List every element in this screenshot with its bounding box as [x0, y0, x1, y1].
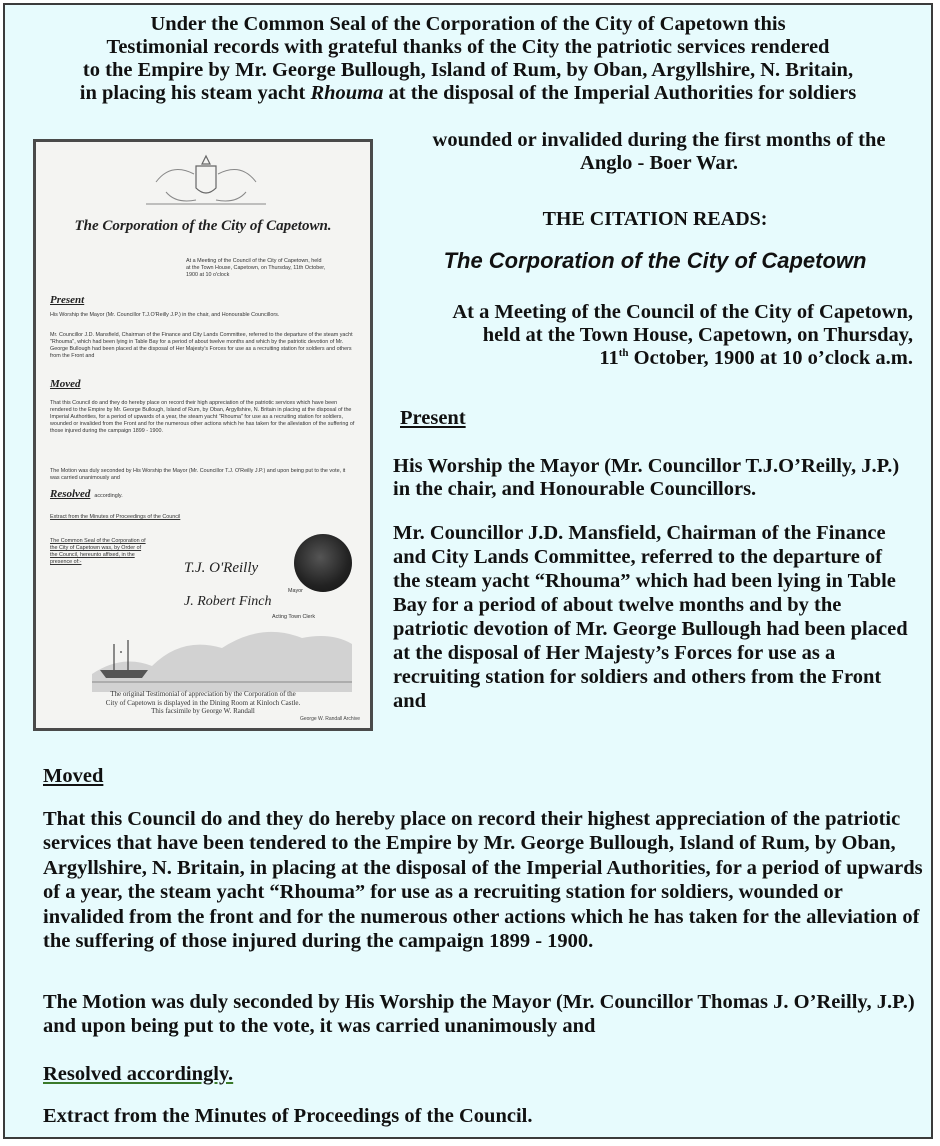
- meeting-date-rest: October, 1900 at 10 o’clock a.m.: [628, 347, 913, 369]
- facsimile-caption-line-3: This facsimile by George W. Randall: [151, 707, 255, 715]
- seconded-paragraph: The Motion was duly seconded by His Worship the Mayor (Mr. Councillor Thomas J. O’Reilly, J.P.) and upon being put to the vote, it was carried unanimously and: [43, 991, 915, 1038]
- facsimile-resolved-text: accordingly.: [94, 493, 123, 499]
- intro-line-4a: in placing his steam yacht: [79, 82, 311, 104]
- extract-line: Extract from the Minutes of Proceedings of the Council.: [43, 1105, 533, 1127]
- meeting-paragraph: [373, 301, 913, 370]
- intro-line-2: Testimonial records with grateful thanks of the City the patriotic services rendered: [106, 36, 830, 58]
- intro-continued: [385, 129, 933, 175]
- steam-yacht-illustration-icon: [92, 612, 352, 692]
- facsimile-present: Present: [50, 294, 85, 306]
- meeting-line-2: held at the Town House, Capetown, on Thursday,: [482, 324, 913, 346]
- yacht-name-italic: Rhouma: [310, 82, 384, 104]
- intro-line-4b: at the disposal of the Imperial Authorities for soldiers: [383, 82, 857, 104]
- facsimile-caption-line-1: The original Testimonial of appreciation by the Corporation of the: [110, 690, 296, 698]
- intro-line-3: to the Empire by Mr. George Bullough, Island of Rum, by Oban, Argyllshire, N. Britain,: [82, 59, 854, 81]
- facsimile-caption-line-2: City of Capetown is displayed in the Dining Room at Kinloch Castle.: [105, 698, 301, 707]
- facsimile-signature-mayor: T.J. O'Reilly: [184, 560, 259, 576]
- meeting-day-suffix: th: [618, 347, 629, 360]
- facsimile-present-text: His Worship the Mayor (Mr. Councillor T.J.O'Reilly J.P.) in the chair, and Honourable Councillors.: [50, 312, 280, 318]
- corporation-title: The Corporation of the City of Capetown: [443, 248, 867, 273]
- mansfield-paragraph: Mr. Councillor J.D. Mansfield, Chairman of the Finance and City Lands Committee, referred to the departure of the steam yacht “Rhouma” which had been lying in Table Bay for a period of about twelve months and by the patriotic devotion of Mr. George Bullough had been placed at the disposal of Her Majesty’s Forces for use as a recruiting station for soldiers and others from the Front and: [393, 522, 908, 712]
- wax-seal-icon: [294, 534, 352, 592]
- facsimile-extract: Extract from the Minutes of Proceedings of the Council: [50, 514, 181, 520]
- moved-heading: Moved: [43, 765, 104, 787]
- facsimile-signature-clerk-role: Acting Town Clerk: [272, 614, 316, 620]
- facsimile-signature-clerk: J. Robert Finch: [184, 594, 272, 609]
- facsimile-moved: Moved: [50, 378, 81, 390]
- facsimile-caption: [36, 690, 370, 716]
- resolved-line: Resolved accordingly.: [43, 1063, 234, 1085]
- facsimile-meeting: At a Meeting of the Council of the City of Capetown, held at the Town House, Capetown, on Thursday, 11th October, 1900 at 10 o'clock: [186, 258, 326, 278]
- meeting-line-1: At a Meeting of the Council of the City of Capetown,: [452, 301, 913, 323]
- meeting-line-3: [373, 347, 913, 370]
- intro-line-5: wounded or invalided during the first months of the: [432, 129, 886, 151]
- intro-paragraph: [5, 13, 931, 105]
- facsimile-seconded-text: The Motion was duly seconded by His Worship the Mayor (Mr. Councillor T.J. O'Reilly J.P.) and upon being put to the vote, it was carried unanimously and: [50, 468, 346, 481]
- mayor-paragraph: His Worship the Mayor (Mr. Councillor T.J.O’Reilly, J.P.) in the chair, and Honourable Councillors.: [393, 455, 900, 500]
- certificate-facsimile: [33, 139, 373, 731]
- coat-of-arms-icon: [116, 152, 296, 212]
- facsimile-moved-text: That this Council do and they do hereby place on record their high appreciation of the patriotic services which have been rendered to the Empire by Mr. George Bullough, Island of Rum, by Oban, Argyllshire, N. Britain in placing at the disposal of the Imperial Authorities, for a period of upwards of a year, the steam yacht "Rhouma" for use as a recruiting station for soldiers, wounded or invalided from the Front and for the numerous other actions which he has taken for the alleviation of the suffering of those injured during the campaign 1899 - 1900.: [50, 400, 355, 434]
- facsimile-mansfield-text: Mr. Councillor J.D. Mansfield, Chairman of the Finance and City Lands Committee, referred to the departure of the steam yacht "Rhouma", which had been lying in Table Bay for a period of about twelve months and which by the patriotic devotion of Mr. George Bullough had been placed at the disposal of Her Majesty's Forces for use as a recruiting station for soldiers and others from the Front and: [50, 332, 353, 359]
- intro-line-6: Anglo - Boer War.: [580, 152, 738, 174]
- facsimile-title: The Corporation of the City of Capetown.: [74, 218, 332, 234]
- facsimile-credit: George W. Randall Archive: [299, 716, 360, 722]
- facsimile-seal-text: The Common Seal of the Corporation of the City of Capetown was, by Order of the Council, hereunto affixed, in the presence of:-: [50, 538, 146, 565]
- facsimile-signature-mayor-role: Mayor: [288, 588, 303, 594]
- present-heading: Present: [400, 407, 466, 429]
- document-page: [3, 3, 933, 1139]
- citation-heading: THE CITATION READS:: [542, 208, 768, 230]
- meeting-day: 11: [599, 347, 619, 369]
- intro-line-4: [5, 82, 931, 105]
- intro-line-1: Under the Common Seal of the Corporation of the City of Capetown this: [150, 13, 786, 35]
- facsimile-resolved: Resolved: [50, 488, 91, 500]
- motion-paragraph: That this Council do and they do hereby place on record their highest appreciation of the patriotic services that have been tendered to the Empire by Mr. George Bullough, Island of Rum, by Oban, Argyllshire, N. Britain, in placing at the disposal of the Imperial Authorities, for a period of upwards of a year, the steam yacht “Rhouma” for use as a recruiting station for soldiers, wounded or invalided from the front and for the numerous other actions which he has taken for the alleviation of the suffering of those injured during the campaign 1899 - 1900.: [43, 808, 923, 953]
- facsimile-resolved-line: [50, 484, 123, 502]
